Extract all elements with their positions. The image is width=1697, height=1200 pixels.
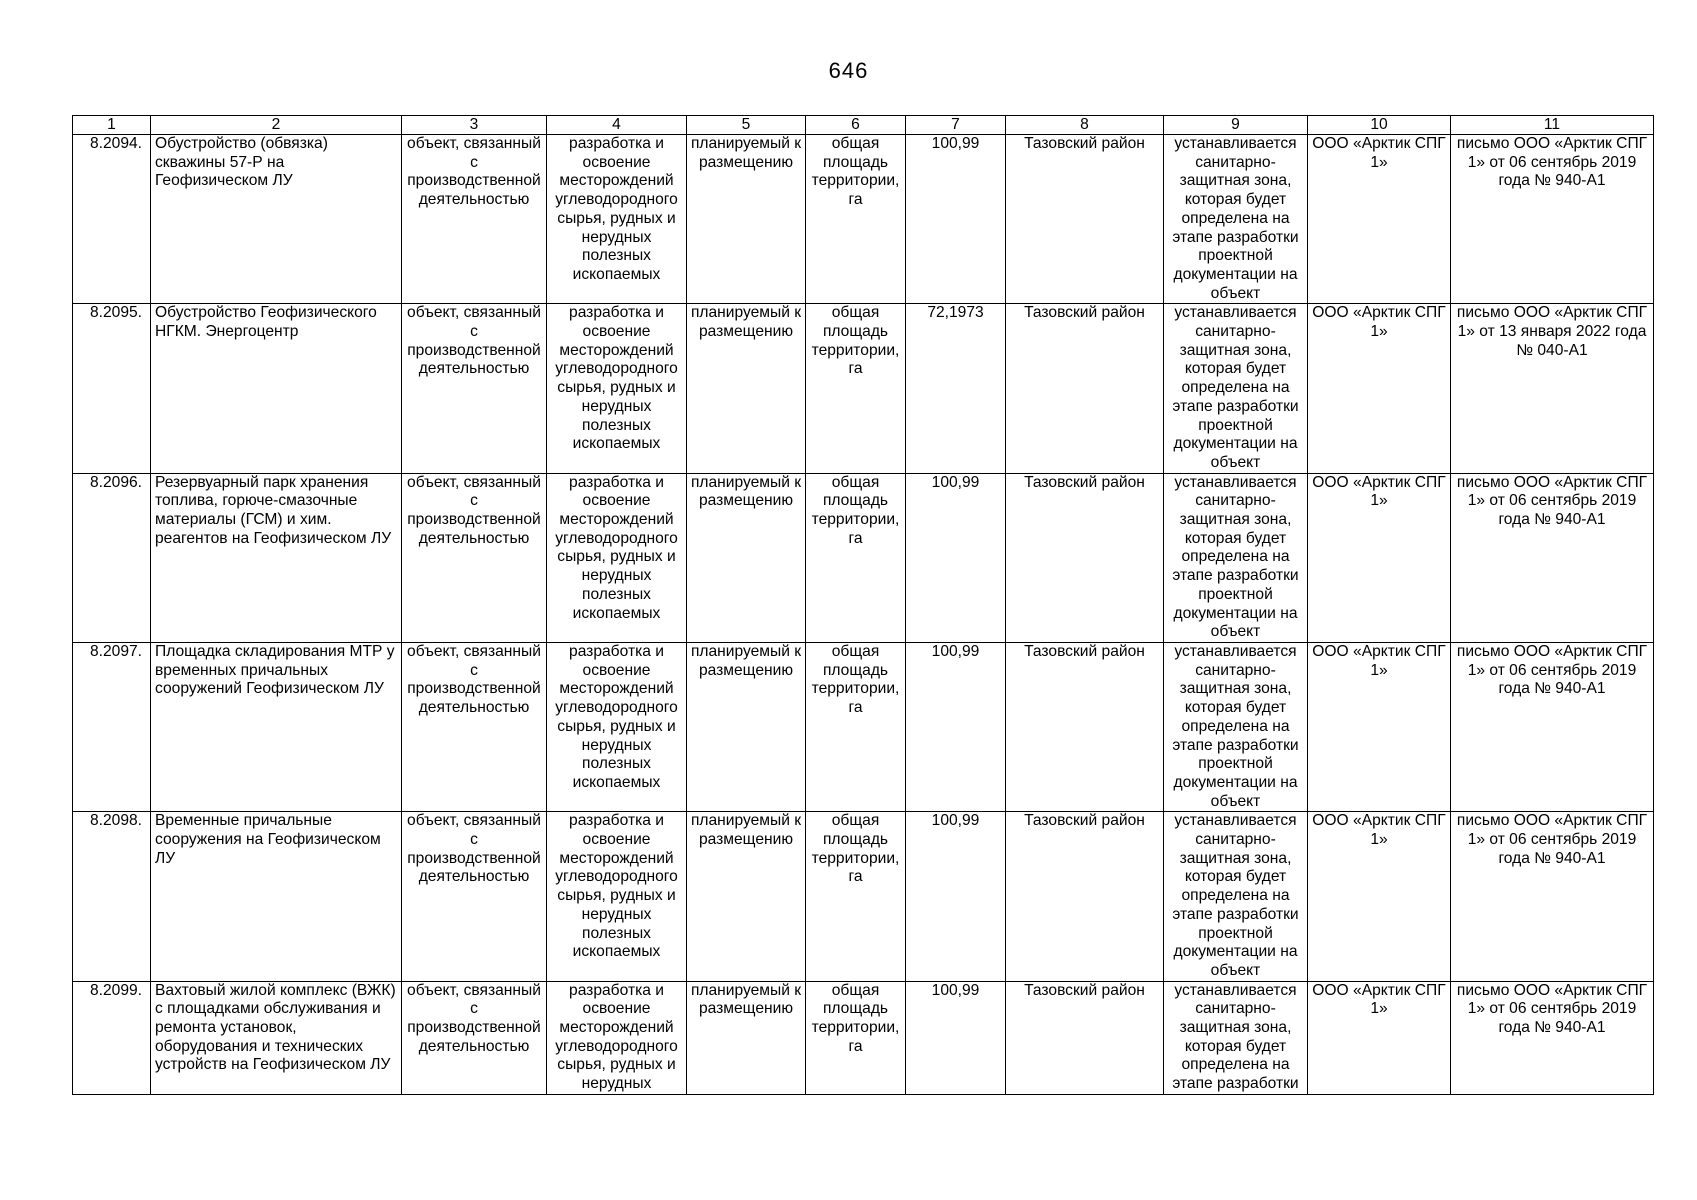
object-zone: устанавливается санитарно-защитная зона, которая будет определена на этапе разработки <box>1164 981 1308 1094</box>
table-row <box>73 135 1654 304</box>
object-purpose: разработка и освоение месторождений углеводородного сырья, рудных и нерудных полезных ископаемых <box>547 304 687 473</box>
page-number: 646 <box>828 58 869 83</box>
object-value: 72,1973 <box>906 304 1006 473</box>
object-type: объект, связанный с производственной деятельностью <box>402 473 547 642</box>
object-basis: письмо ООО «Арктик СПГ 1» от 06 сентябрь 2019 года № 940-А1 <box>1451 642 1654 811</box>
object-basis: письмо ООО «Арктик СПГ 1» от 06 сентябрь 2019 года № 940-А1 <box>1451 135 1654 304</box>
object-basis: письмо ООО «Арктик СПГ 1» от 06 сентябрь 2019 года № 940-А1 <box>1451 812 1654 981</box>
object-status: планируемый к размещению <box>687 135 806 304</box>
object-initiator: ООО «Арктик СПГ 1» <box>1308 304 1451 473</box>
row-number: 8.2097. <box>73 642 151 811</box>
column-number-row <box>73 116 1654 135</box>
object-status: планируемый к размещению <box>687 304 806 473</box>
objects-table <box>72 115 1654 1095</box>
object-location: Тазовский район <box>1006 642 1164 811</box>
object-basis: письмо ООО «Арктик СПГ 1» от 13 января 2022 года № 040-А1 <box>1451 304 1654 473</box>
row-number: 8.2098. <box>73 812 151 981</box>
object-initiator: ООО «Арктик СПГ 1» <box>1308 981 1451 1094</box>
object-zone: устанавливается санитарно-защитная зона, которая будет определена на этапе разработки проектной документации на объект <box>1164 135 1308 304</box>
object-type: объект, связанный с производственной деятельностью <box>402 642 547 811</box>
object-location: Тазовский район <box>1006 135 1164 304</box>
row-number: 8.2099. <box>73 981 151 1094</box>
object-parameter: общая площадь территории, га <box>806 981 906 1094</box>
column-number: 3 <box>402 116 547 135</box>
object-zone: устанавливается санитарно-защитная зона, которая будет определена на этапе разработки проектной документации на объект <box>1164 473 1308 642</box>
object-name: Резервуарный парк хранения топлива, горюче-смазочные материалы (ГСМ) и хим. реагентов на Геофизическом ЛУ <box>151 473 402 642</box>
object-purpose: разработка и освоение месторождений углеводородного сырья, рудных и нерудных полезных ископаемых <box>547 642 687 811</box>
table-row <box>73 473 1654 642</box>
object-status: планируемый к размещению <box>687 642 806 811</box>
object-status: планируемый к размещению <box>687 473 806 642</box>
row-number: 8.2095. <box>73 304 151 473</box>
object-type: объект, связанный с производственной деятельностью <box>402 812 547 981</box>
row-number: 8.2094. <box>73 135 151 304</box>
object-parameter: общая площадь территории, га <box>806 304 906 473</box>
row-number: 8.2096. <box>73 473 151 642</box>
column-number: 10 <box>1308 116 1451 135</box>
object-parameter: общая площадь территории, га <box>806 473 906 642</box>
object-name: Временные причальные сооружения на Геофизическом ЛУ <box>151 812 402 981</box>
object-name: Вахтовый жилой комплекс (ВЖК) с площадками обслуживания и ремонта установок, оборудования и технических устройств на Геофизическом ЛУ <box>151 981 402 1094</box>
object-zone: устанавливается санитарно-защитная зона, которая будет определена на этапе разработки проектной документации на объект <box>1164 304 1308 473</box>
object-value: 100,99 <box>906 473 1006 642</box>
table-row <box>73 812 1654 981</box>
object-location: Тазовский район <box>1006 981 1164 1094</box>
table-row <box>73 981 1654 1094</box>
object-name: Обустройство Геофизического НГКМ. Энергоцентр <box>151 304 402 473</box>
object-location: Тазовский район <box>1006 473 1164 642</box>
object-parameter: общая площадь территории, га <box>806 135 906 304</box>
column-number: 6 <box>806 116 906 135</box>
column-number: 8 <box>1006 116 1164 135</box>
object-name: Площадка складирования МТР у временных причальных сооружений Геофизическом ЛУ <box>151 642 402 811</box>
column-number: 5 <box>687 116 806 135</box>
column-number: 11 <box>1451 116 1654 135</box>
object-parameter: общая площадь территории, га <box>806 642 906 811</box>
object-type: объект, связанный с производственной деятельностью <box>402 981 547 1094</box>
column-number: 2 <box>151 116 402 135</box>
object-zone: устанавливается санитарно-защитная зона, которая будет определена на этапе разработки проектной документации на объект <box>1164 812 1308 981</box>
column-number: 7 <box>906 116 1006 135</box>
object-basis: письмо ООО «Арктик СПГ 1» от 06 сентябрь 2019 года № 940-А1 <box>1451 981 1654 1094</box>
object-value: 100,99 <box>906 812 1006 981</box>
object-initiator: ООО «Арктик СПГ 1» <box>1308 135 1451 304</box>
table-row <box>73 304 1654 473</box>
column-number: 4 <box>547 116 687 135</box>
object-parameter: общая площадь территории, га <box>806 812 906 981</box>
object-purpose: разработка и освоение месторождений углеводородного сырья, рудных и нерудных полезных ископаемых <box>547 812 687 981</box>
object-initiator: ООО «Арктик СПГ 1» <box>1308 473 1451 642</box>
object-purpose: разработка и освоение месторождений углеводородного сырья, рудных и нерудных полезных ископаемых <box>547 135 687 304</box>
object-type: объект, связанный с производственной деятельностью <box>402 135 547 304</box>
object-name: Обустройство (обвязка) скважины 57-Р на Геофизическом ЛУ <box>151 135 402 304</box>
object-purpose: разработка и освоение месторождений углеводородного сырья, рудных и нерудных полезных ископаемых <box>547 473 687 642</box>
object-purpose: разработка и освоение месторождений углеводородного сырья, рудных и нерудных <box>547 981 687 1094</box>
object-basis: письмо ООО «Арктик СПГ 1» от 06 сентябрь 2019 года № 940-А1 <box>1451 473 1654 642</box>
object-value: 100,99 <box>906 642 1006 811</box>
column-number: 1 <box>73 116 151 135</box>
object-status: планируемый к размещению <box>687 812 806 981</box>
column-number: 9 <box>1164 116 1308 135</box>
object-location: Тазовский район <box>1006 812 1164 981</box>
object-value: 100,99 <box>906 981 1006 1094</box>
object-status: планируемый к размещению <box>687 981 806 1094</box>
object-type: объект, связанный с производственной деятельностью <box>402 304 547 473</box>
object-initiator: ООО «Арктик СПГ 1» <box>1308 812 1451 981</box>
table-row <box>73 642 1654 811</box>
object-location: Тазовский район <box>1006 304 1164 473</box>
object-initiator: ООО «Арктик СПГ 1» <box>1308 642 1451 811</box>
object-zone: устанавливается санитарно-защитная зона, которая будет определена на этапе разработки проектной документации на объект <box>1164 642 1308 811</box>
object-value: 100,99 <box>906 135 1006 304</box>
